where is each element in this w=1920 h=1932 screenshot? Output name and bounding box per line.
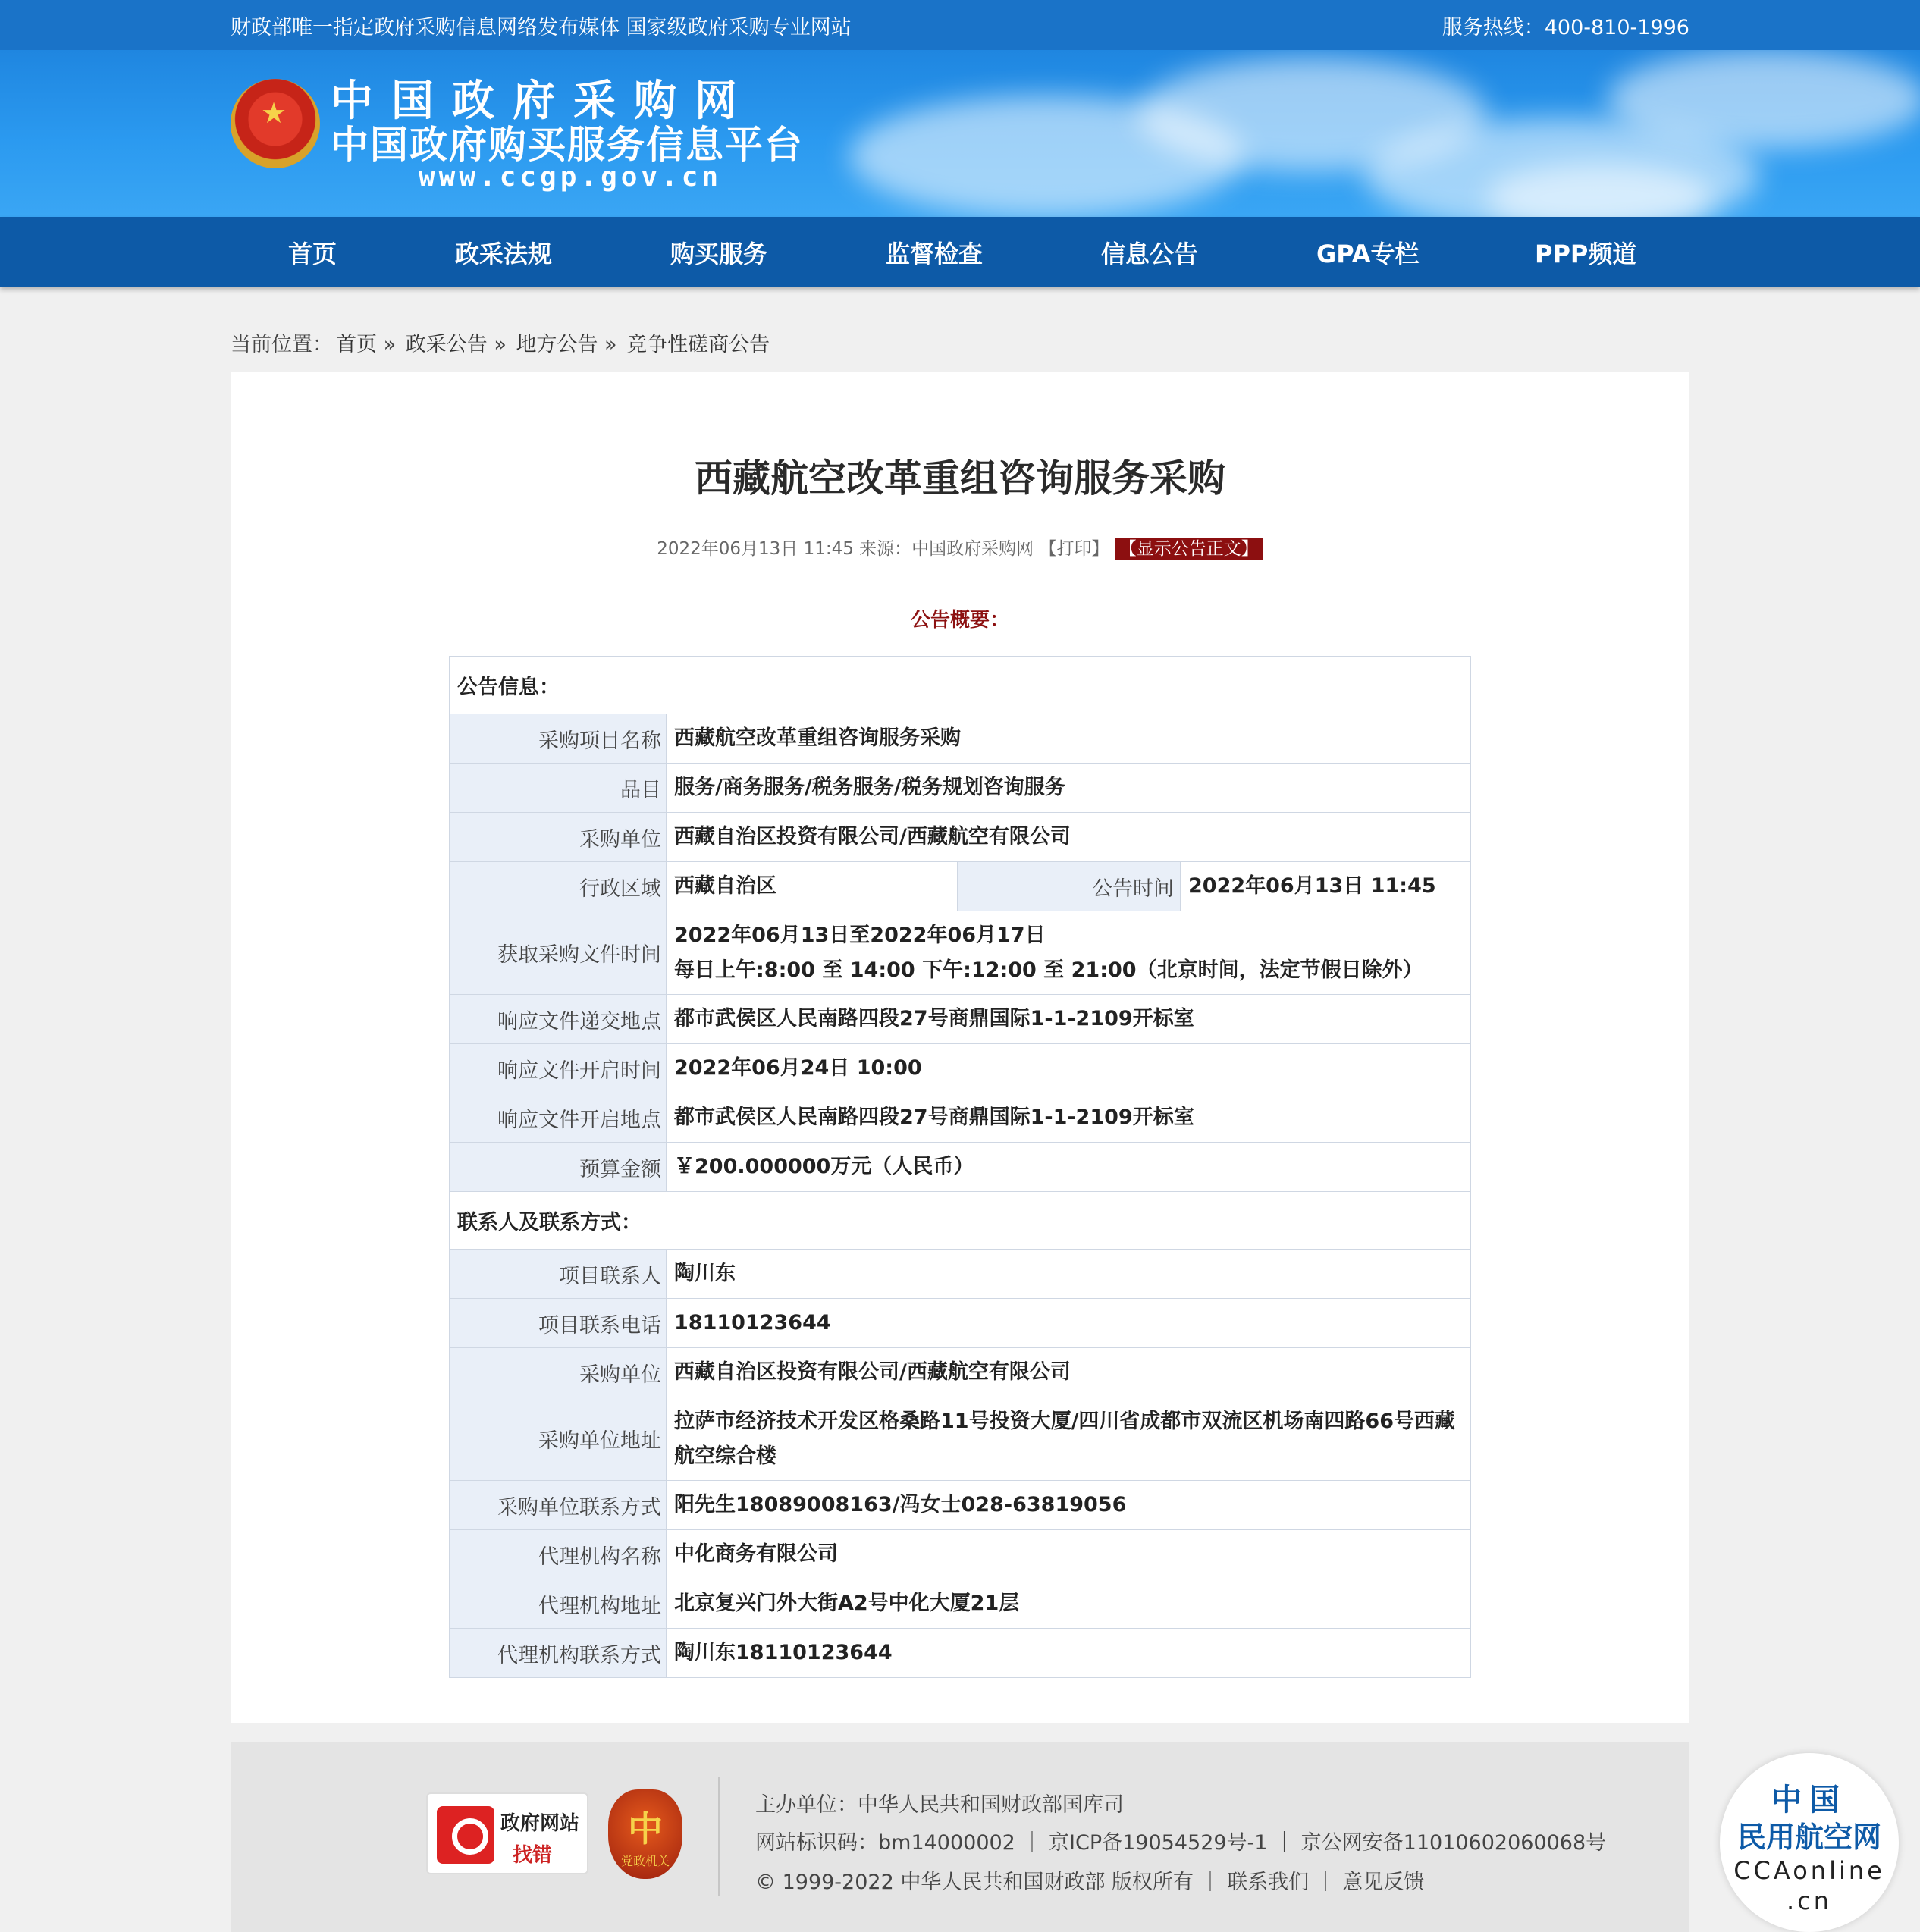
watermark-line: CCAonline — [1733, 1856, 1885, 1885]
purchaser-value: 西藏自治区投资有限公司/西藏航空有限公司 — [667, 813, 1471, 862]
doc-time-hours: 每日上午:8:00 至 14:00 下午:12:00 至 21:00（北京时间，法定节假日除外） — [674, 958, 1423, 982]
magnifier-icon — [437, 1806, 494, 1864]
badge-text: 党政机关 — [620, 1854, 670, 1868]
field-label: 响应文件开启时间 — [450, 1044, 667, 1093]
agency-contact-value: 陶川东18110123644 — [667, 1629, 1471, 1678]
field-label: 响应文件开启地点 — [450, 1093, 667, 1143]
budget-value: ￥200.000000万元（人民币） — [667, 1143, 1471, 1192]
doc-time-dates: 2022年06月13日至2022年06月17日 — [674, 923, 1046, 947]
announcement-info-table — [449, 656, 1471, 1678]
article-meta — [231, 535, 1689, 560]
watermark-line: 中国 — [1771, 1783, 1847, 1818]
breadcrumb-separator: » — [604, 333, 617, 356]
breadcrumb-separator: » — [383, 333, 397, 356]
table-row — [450, 1348, 1471, 1397]
article-meta-text: 2022年06月13日 11:45 来源：中国政府采购网 【打印】 — [657, 539, 1109, 559]
top-bar — [0, 0, 1920, 50]
project-name-value: 西藏航空改革重组咨询服务采购 — [667, 714, 1471, 764]
purchaser-address-value: 拉萨市经济技术开发区格桑路11号投资大厦/四川省成都市双流区机场南四路66号西藏航空综合楼 — [667, 1397, 1471, 1481]
nav-item-home[interactable]: 首页 — [288, 240, 337, 268]
table-row — [450, 1579, 1471, 1629]
field-label: 代理机构名称 — [450, 1530, 667, 1579]
table-row — [450, 1299, 1471, 1348]
site-banner — [0, 50, 1920, 217]
contact-value: 陶川东 — [667, 1250, 1471, 1299]
badge-subtitle: 找错 — [513, 1844, 553, 1867]
breadcrumb-local-announcements[interactable]: 地方公告 — [516, 333, 598, 356]
main-nav — [0, 217, 1920, 287]
field-label: 采购项目名称 — [450, 714, 667, 764]
field-label: 行政区域 — [450, 862, 667, 911]
table-row — [450, 862, 1471, 911]
agency-address-value: 北京复兴门外大街A2号中化大厦21层 — [667, 1579, 1471, 1629]
purchaser-contact-value: 阳先生18089008163/冯女士028-63819056 — [667, 1481, 1471, 1530]
field-label: 项目联系电话 — [450, 1299, 667, 1348]
doc-time-value — [667, 911, 1471, 995]
footer-copyright: © 1999-2022 中华人民共和国财政部 版权所有 ｜ 联系我们 ｜ 意见反馈 — [755, 1871, 1425, 1894]
field-label: 品目 — [450, 764, 667, 813]
table-row — [450, 657, 1471, 714]
site-slogan: 财政部唯一指定政府采购信息网络发布媒体 国家级政府采购专业网站 — [231, 16, 852, 39]
ccaonline-watermark — [1720, 1753, 1899, 1932]
nav-item-gpa[interactable]: GPA专栏 — [1316, 240, 1420, 268]
summary-label: 公告概要： — [910, 609, 1009, 632]
watermark-line: 民用航空网 — [1736, 1821, 1881, 1854]
submit-place-value: 都市武侯区人民南路四段27号商鼎国际1-1-2109开标室 — [667, 995, 1471, 1044]
breadcrumb — [231, 328, 770, 357]
watermark-line: .cn — [1786, 1887, 1833, 1915]
nav-item-ppp[interactable]: PPP频道 — [1535, 240, 1637, 268]
gov-site-error-report-badge[interactable] — [426, 1792, 588, 1874]
table-row — [450, 1143, 1471, 1192]
breadcrumb-separator: » — [494, 333, 507, 356]
site-footer — [231, 1742, 1689, 1932]
nav-item-supervision[interactable]: 监督检查 — [886, 240, 984, 268]
agency-name-value: 中化商务有限公司 — [667, 1530, 1471, 1579]
footer-divider — [718, 1777, 720, 1896]
field-label: 采购单位 — [450, 813, 667, 862]
field-label: 代理机构联系方式 — [450, 1629, 667, 1678]
table-row — [450, 813, 1471, 862]
site-logo-title[interactable]: 中国政府采购网 — [331, 77, 755, 126]
category-value: 服务/商务服务/税务服务/税务规划咨询服务 — [667, 764, 1471, 813]
field-label: 响应文件递交地点 — [450, 995, 667, 1044]
purchaser-contact-org-value: 西藏自治区投资有限公司/西藏航空有限公司 — [667, 1348, 1471, 1397]
site-logo-subtitle: 中国政府购买服务信息平台 — [331, 123, 804, 167]
nav-item-regulations[interactable]: 政采法规 — [455, 240, 553, 268]
table-row — [450, 1250, 1471, 1299]
field-label: 采购单位 — [450, 1348, 667, 1397]
table-row — [450, 911, 1471, 995]
notice-time-value: 2022年06月13日 11:45 — [1181, 862, 1471, 911]
field-label: 代理机构地址 — [450, 1579, 667, 1629]
field-label: 预算金额 — [450, 1143, 667, 1192]
table-row — [450, 1397, 1471, 1481]
section-heading-info: 公告信息： — [450, 657, 1471, 714]
footer-registration: 网站标识码：bm14000002 ｜ 京ICP备19054529号-1 ｜ 京公网安备11010602060068号 — [755, 1831, 1607, 1855]
table-row — [450, 1481, 1471, 1530]
table-row — [450, 1192, 1471, 1250]
table-row — [450, 995, 1471, 1044]
breadcrumb-gov-announcements[interactable]: 政采公告 — [405, 333, 488, 356]
open-place-value: 都市武侯区人民南路四段27号商鼎国际1-1-2109开标室 — [667, 1093, 1471, 1143]
table-row — [450, 1629, 1471, 1678]
field-label: 采购单位地址 — [450, 1397, 667, 1481]
nav-item-purchase-service[interactable]: 购买服务 — [670, 240, 768, 268]
site-logo-url: www.ccgp.gov.cn — [419, 162, 723, 193]
badge-glyph: 中 — [628, 1808, 663, 1849]
open-time-value: 2022年06月24日 10:00 — [667, 1044, 1471, 1093]
service-hotline: 服务热线：400-810-1996 — [1442, 16, 1689, 39]
phone-value: 18110123644 — [667, 1299, 1471, 1348]
show-body-button[interactable]: 【显示公告正文】 — [1115, 538, 1263, 560]
breadcrumb-prefix: 当前位置： — [231, 333, 333, 356]
field-label: 获取采购文件时间 — [450, 911, 667, 995]
table-row — [450, 1530, 1471, 1579]
table-row — [450, 1093, 1471, 1143]
badge-title: 政府网站 — [500, 1812, 580, 1835]
breadcrumb-competitive-consultation[interactable]: 竞争性磋商公告 — [626, 333, 770, 356]
table-row — [450, 1044, 1471, 1093]
field-label: 公告时间 — [958, 862, 1181, 911]
field-label: 项目联系人 — [450, 1250, 667, 1299]
table-row — [450, 714, 1471, 764]
section-heading-contacts: 联系人及联系方式： — [450, 1192, 1471, 1250]
article-card — [231, 372, 1689, 1723]
party-gov-agency-badge[interactable] — [608, 1789, 682, 1879]
table-row — [450, 764, 1471, 813]
field-label: 采购单位联系方式 — [450, 1481, 667, 1530]
nav-item-announcements[interactable]: 信息公告 — [1101, 240, 1199, 268]
region-value: 西藏自治区 — [667, 862, 958, 911]
article-title: 西藏航空改革重组咨询服务采购 — [695, 456, 1225, 500]
breadcrumb-home[interactable]: 首页 — [336, 333, 377, 356]
national-emblem-icon: ★ — [231, 79, 320, 168]
footer-host: 主办单位：中华人民共和国财政部国库司 — [755, 1793, 1124, 1817]
